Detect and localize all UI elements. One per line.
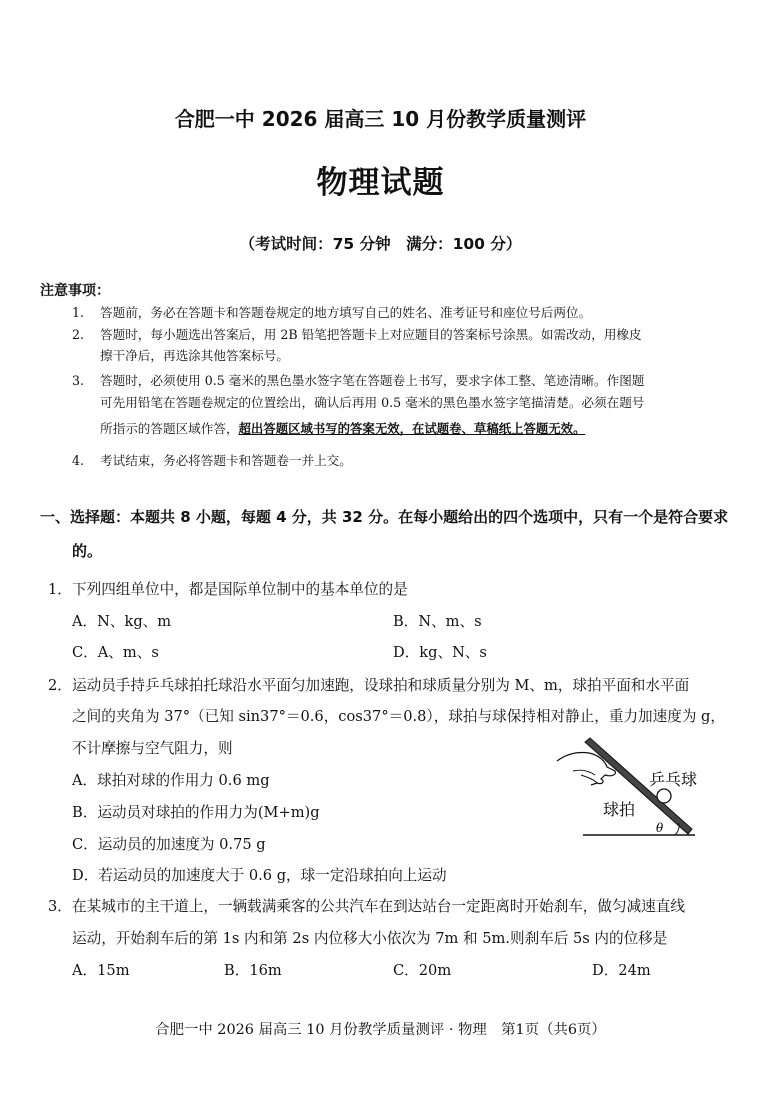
- option-c: C．20m: [393, 962, 452, 979]
- option-a: A．球拍对球的作用力 0.6 mg: [72, 772, 270, 789]
- notice-text: [100, 418, 732, 440]
- notice-number: 2.: [72, 327, 85, 342]
- notice-text: 可先用铅笔在答题卷规定的位置绘出，确认后再用 0.5 毫米的黑色墨水签字笔描清楚。必须在题号: [100, 395, 645, 410]
- notice-number: 1.: [72, 305, 85, 320]
- notice-title: 注意事项：: [40, 283, 110, 299]
- notice-item-4: [72, 450, 732, 471]
- question-number: 1．: [48, 581, 72, 598]
- subject-title: 物理试题: [316, 165, 445, 201]
- notice-text: 答题前，务必在答题卡和答题卷规定的地方填写自己的姓名、准考证号和座位号后两位。: [100, 305, 592, 320]
- exam-info: （考试时间：75 分钟 满分：100 分）: [239, 235, 522, 253]
- notice-item-2: [72, 324, 732, 366]
- paddle-figure: [555, 735, 715, 840]
- notice-text-prefix: 所指示的答题区域作答，: [100, 421, 239, 436]
- option-a: A．N、kg、m: [72, 613, 172, 630]
- paddle-label: 球拍: [603, 800, 636, 819]
- notice-warning: 超出答题区域书写的答案无效，在试题卷、草稿纸上答题无效。: [238, 421, 586, 436]
- question-stem: 运动员手持乒乓球拍托球沿水平面匀加速跑，设球拍和球质量分别为 M、m，球拍平面和水平面: [72, 677, 690, 694]
- notice-item-1: [72, 302, 732, 323]
- option-a: A．15m: [72, 962, 130, 979]
- notice-text: 擦干净后，再选涂其他答案标号。: [100, 348, 289, 363]
- section-heading: 一、选择题：本题共 8 小题，每题 4 分，共 32 分。在每小题给出的四个选项中，只有一个是符合要求: [40, 508, 729, 526]
- angle-label: θ: [656, 821, 664, 835]
- ball-icon: [657, 789, 671, 803]
- option-b: B．16m: [224, 962, 282, 979]
- question-stem: 运动，开始刹车后的第 1s 内和第 2s 内位移大小依次为 7m 和 5m.则刹车后 5s 内的位移是: [72, 930, 668, 947]
- notice-text: 考试结束，务必将答题卡和答题卷一并上交。: [100, 453, 352, 468]
- notice-number: 3.: [72, 373, 85, 388]
- hand-finger: [581, 775, 597, 783]
- question-stem: 不计摩擦与空气阻力，则: [72, 740, 233, 757]
- ball-label: 乒乓球: [649, 770, 698, 789]
- question-stem: 在某城市的主干道上，一辆载满乘客的公共汽车在到达站台一定距离时开始刹车，做匀减速直线: [72, 898, 685, 915]
- question-number: 3．: [48, 898, 72, 915]
- option-d: D．kg、N、s: [393, 644, 487, 661]
- option-d: D．若运动员的加速度大于 0.6 g，球一定沿球拍向上运动: [72, 867, 447, 884]
- option-c: C．运动员的加速度为 0.75 g: [72, 836, 266, 853]
- question-stem: 之间的夹角为 37°（已知 sin37°＝0.6，cos37°＝0.8），球拍与球保持相对静止，重力加速度为 g，: [72, 708, 725, 725]
- section-heading-cont: 的。: [72, 542, 103, 560]
- question-number: 2．: [48, 677, 72, 694]
- notice-text: 答题时，必须使用 0.5 毫米的黑色墨水签字笔在答题卷上书写，要求字体工整、笔迹清晰。作图题: [100, 373, 645, 388]
- question-stem: 下列四组单位中，都是国际单位制中的基本单位的是: [72, 581, 408, 598]
- option-c: C．A、m、s: [72, 644, 159, 661]
- notice-number: 4.: [72, 453, 85, 468]
- notice-text: 答题时，每小题选出答案后，用 2B 铅笔把答题卡上对应题目的答案标号涂黑。如需改动，用橡皮: [100, 327, 642, 342]
- hand-finger: [573, 770, 595, 775]
- notice-item-3: [72, 370, 732, 440]
- page-footer: 合肥一中 2026 届高三 10 月份教学质量测评 · 物理 第1页（共6页）: [155, 1022, 606, 1038]
- option-b: B．运动员对球拍的作用力为(M+m)g: [72, 804, 320, 821]
- exam-header: 合肥一中 2026 届高三 10 月份教学质量测评: [174, 107, 587, 131]
- option-d: D．24m: [592, 962, 651, 979]
- option-b: B．N、m、s: [393, 613, 482, 630]
